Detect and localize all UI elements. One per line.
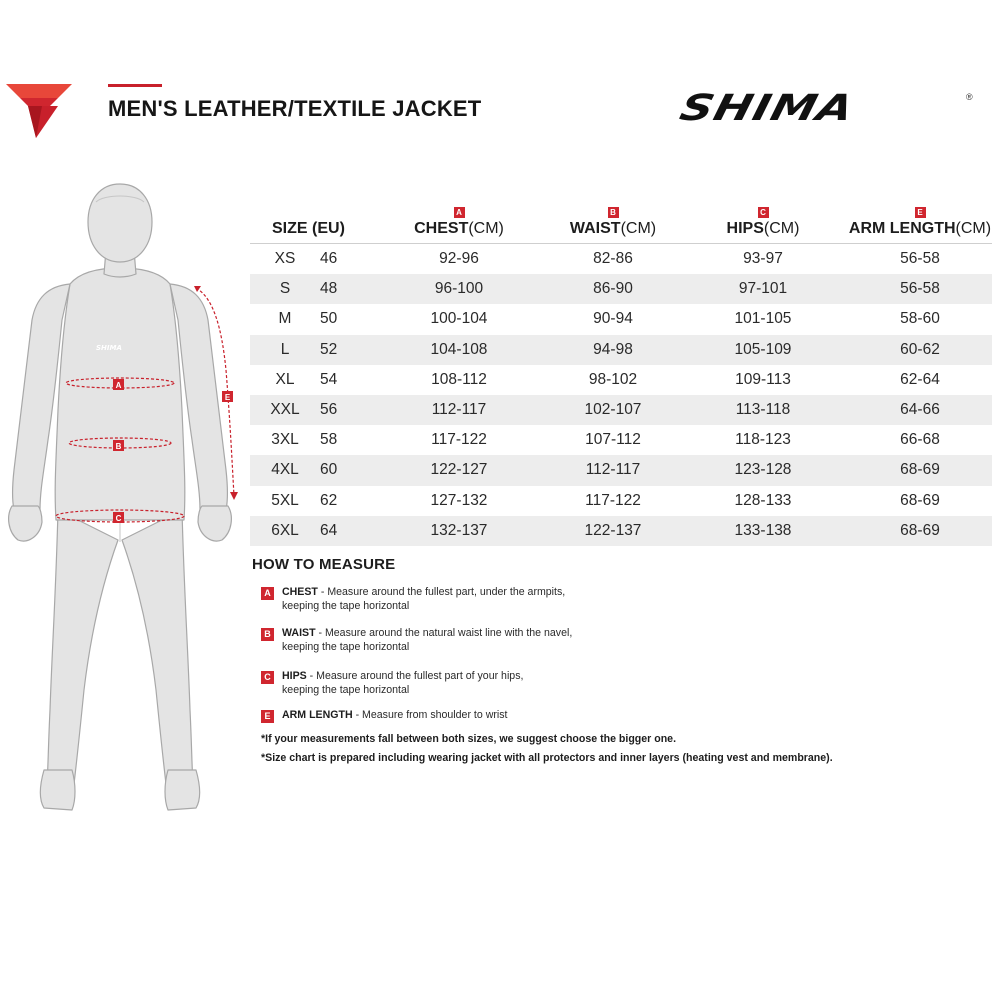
size-cell <box>250 516 370 546</box>
waist-cell: 98-102 <box>588 370 638 388</box>
hips-cell: 118-123 <box>735 431 791 449</box>
size-cell <box>250 455 370 485</box>
size-label: 5XL <box>271 491 299 509</box>
left-foot <box>40 770 75 810</box>
chest-cell: 104-108 <box>370 335 548 365</box>
measure-name-waist: WAIST <box>282 627 316 639</box>
measure-badge-arm-length: E <box>261 710 274 723</box>
shima-logo <box>675 88 976 129</box>
waist-cell: 107-112 <box>585 431 641 449</box>
waist-cell: 94-98 <box>548 335 678 365</box>
left-leg <box>46 510 118 800</box>
measure-desc2-waist: keeping the tape horizontal <box>282 640 410 653</box>
marker-c-label: C <box>115 514 122 523</box>
hips-cell: 97-101 <box>678 274 848 304</box>
title-accent-rule <box>108 84 162 87</box>
col-label-size: SIZE (EU) <box>272 220 345 237</box>
chest-cell: 132-137 <box>370 516 548 546</box>
chest-cell: 100-104 <box>430 310 488 328</box>
table-row <box>250 395 992 425</box>
eu-size-value: 58 <box>320 431 338 449</box>
shima-logo-text: SHIMA <box>675 88 859 129</box>
col-header-chest <box>370 190 548 244</box>
size-cell <box>250 365 370 395</box>
size-chart-table <box>250 190 992 546</box>
measure-desc2-chest: keeping the tape horizontal <box>282 599 410 612</box>
size-label: M <box>278 310 292 328</box>
size-cell <box>250 335 370 365</box>
right-leg <box>122 510 194 800</box>
hips-cell: 101-105 <box>734 310 792 328</box>
eu-size-value: 52 <box>320 340 338 358</box>
size-cell <box>250 274 370 304</box>
table-row <box>250 486 992 516</box>
chest-cell: 92-96 <box>439 250 479 268</box>
eu-size-value: 48 <box>320 280 338 298</box>
table-row <box>250 365 992 395</box>
eu-size-value: 46 <box>320 250 338 268</box>
measure-badge-hips: C <box>261 671 274 684</box>
measure-name-arm-length: ARM LENGTH <box>282 709 353 721</box>
col-unit-waist: (CM) <box>620 220 657 237</box>
arm-length-cell: 68-69 <box>848 516 992 546</box>
hips-cell: 123-128 <box>678 455 848 485</box>
table-row <box>250 455 992 485</box>
measure-badge-chest: A <box>261 587 274 600</box>
arm-length-cell: 56-58 <box>848 274 992 304</box>
size-label: 3XL <box>271 431 299 449</box>
table-header-row <box>250 190 992 244</box>
col-label-hips: HIPS <box>726 220 764 237</box>
col-badge-hips: C <box>758 207 769 218</box>
page-title: MEN'S LEATHER/TEXTILE JACKET <box>108 96 482 121</box>
measure-item-hips <box>261 670 861 697</box>
waist-cell: 122-137 <box>548 516 678 546</box>
table-row <box>250 516 992 546</box>
size-cell <box>250 486 370 516</box>
col-header-hips <box>678 190 848 244</box>
col-badge-chest: A <box>454 207 465 218</box>
chest-cell: 96-100 <box>370 274 548 304</box>
eu-size-value: 64 <box>320 521 338 539</box>
table-row <box>250 304 992 334</box>
measure-item-chest <box>261 586 861 613</box>
size-note-between: *If your measurements fall between both sizes, we suggest choose the bigger one. <box>261 733 677 745</box>
arm-length-cell: 64-66 <box>848 395 992 425</box>
waist-cell: 82-86 <box>593 250 633 268</box>
hips-cell: 133-138 <box>678 516 848 546</box>
col-label-chest: CHEST <box>414 220 469 237</box>
table-row <box>250 335 992 365</box>
table-row <box>250 425 992 455</box>
arm-arrow-bottom <box>230 492 238 500</box>
right-hand <box>198 506 231 541</box>
col-label-arm-length: ARM LENGTH <box>848 220 956 237</box>
waist-cell: 117-122 <box>585 491 641 509</box>
col-badge-waist: B <box>608 207 619 218</box>
eu-size-value: 60 <box>320 461 338 479</box>
eu-size-value: 50 <box>320 310 338 328</box>
eu-size-value: 56 <box>320 401 338 419</box>
chest-cell: 122-127 <box>370 455 548 485</box>
col-unit-hips: (CM) <box>763 220 800 237</box>
col-unit-chest: (CM) <box>468 220 504 237</box>
measure-item-waist <box>261 627 861 654</box>
registered-mark: ® <box>966 92 973 102</box>
eu-size-value: 54 <box>320 370 338 388</box>
hips-cell: 113-118 <box>678 395 848 425</box>
col-unit-arm-length: (CM) <box>955 220 992 237</box>
col-label-waist: WAIST <box>569 220 621 237</box>
col-header-size <box>250 190 370 244</box>
col-header-arm-length <box>848 190 992 244</box>
body-figure <box>0 170 250 820</box>
col-header-waist <box>548 190 678 244</box>
size-cell <box>250 395 370 425</box>
measure-item-arm-length <box>261 709 861 723</box>
hips-cell: 109-113 <box>735 370 791 388</box>
waist-cell: 112-117 <box>548 455 678 485</box>
size-cell <box>250 304 370 334</box>
hips-cell: 128-133 <box>734 491 792 509</box>
torso <box>55 268 185 520</box>
marker-a-label: A <box>115 381 122 390</box>
arm-length-cell: 66-68 <box>900 431 940 449</box>
measure-name-hips: HIPS <box>282 670 307 682</box>
measure-desc2-hips: keeping the tape horizontal <box>282 683 410 696</box>
right-foot <box>165 770 200 810</box>
arm-length-cell: 58-60 <box>900 310 940 328</box>
size-cell <box>250 425 370 455</box>
size-note-layers: *Size chart is prepared including wearing jacket with all protectors and inner layers (heating vest and membrane). <box>261 752 833 764</box>
measure-desc-arm-length: - Measure from shoulder to wrist <box>352 709 508 721</box>
table-row <box>250 244 992 275</box>
waist-cell: 90-94 <box>593 310 633 328</box>
arm-length-cell: 60-62 <box>848 335 992 365</box>
arm-length-cell: 68-69 <box>900 491 940 509</box>
marker-e-label: E <box>224 393 231 402</box>
measure-desc-chest: - Measure around the fullest part, under the armpits, <box>317 586 566 598</box>
how-to-measure-title: HOW TO MEASURE <box>252 556 396 573</box>
table-row <box>250 274 992 304</box>
measure-desc-hips: - Measure around the fullest part of your hips, <box>306 670 524 682</box>
size-label: 6XL <box>271 521 299 539</box>
size-label: L <box>280 340 290 358</box>
shima-brand-mark-icon <box>6 84 72 138</box>
arm-length-cell: 56-58 <box>900 250 940 268</box>
left-hand <box>9 506 42 541</box>
waist-cell: 86-90 <box>548 274 678 304</box>
col-badge-arm-length: E <box>915 207 926 218</box>
size-label: S <box>279 280 291 298</box>
size-label: XS <box>274 250 296 268</box>
arm-length-cell: 62-64 <box>900 370 940 388</box>
hips-cell: 105-109 <box>678 335 848 365</box>
size-label: XL <box>275 370 295 388</box>
measure-badge-waist: B <box>261 628 274 641</box>
chest-cell: 127-132 <box>430 491 488 509</box>
marker-b-label: B <box>115 442 122 451</box>
waist-cell: 102-107 <box>548 395 678 425</box>
eu-size-value: 62 <box>320 491 338 509</box>
hips-cell: 93-97 <box>743 250 783 268</box>
measure-name-chest: CHEST <box>282 586 318 598</box>
size-label: 4XL <box>271 461 299 479</box>
chest-cell: 108-112 <box>431 370 487 388</box>
measure-desc-waist: - Measure around the natural waist line with the navel, <box>315 627 573 639</box>
chest-print: SHIMA <box>96 344 122 352</box>
chest-cell: 117-122 <box>431 431 487 449</box>
size-label: XXL <box>270 401 300 419</box>
size-cell <box>250 244 370 275</box>
arm-length-cell: 68-69 <box>848 455 992 485</box>
chest-cell: 112-117 <box>370 395 548 425</box>
